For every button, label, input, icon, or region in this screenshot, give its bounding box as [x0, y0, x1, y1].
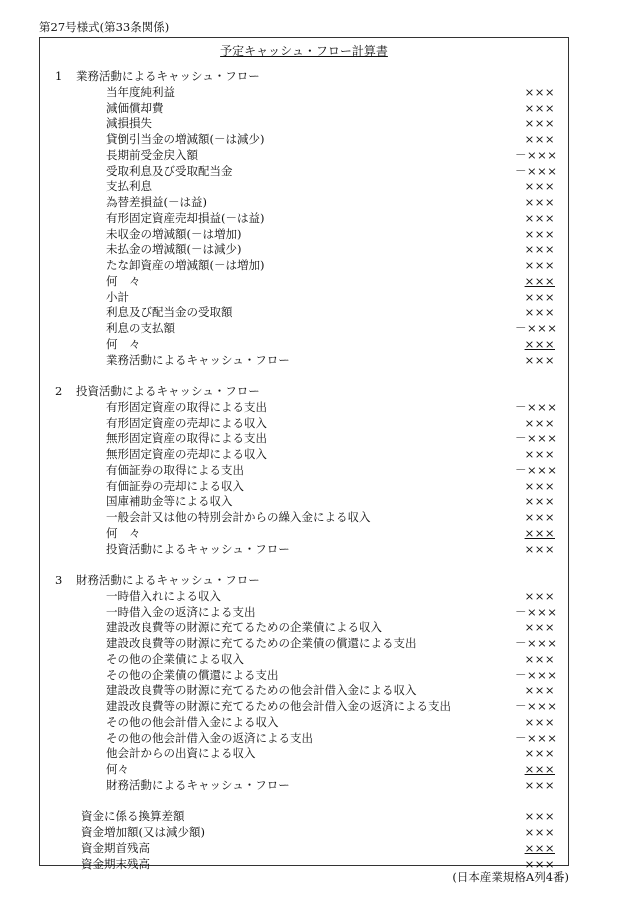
- line-item: [40, 479, 568, 495]
- section-number: 1: [55, 69, 63, 83]
- line-item-label: 建設改良費等の財源に充てるための他会計借入金による収入: [106, 683, 417, 698]
- line-item-amount: ×××: [524, 510, 555, 524]
- section-heading: [40, 69, 568, 85]
- line-item-label: 減損損失: [106, 116, 152, 131]
- line-item: [40, 652, 568, 668]
- line-item-amount: ×××: [524, 305, 555, 320]
- line-item: [40, 274, 568, 290]
- line-item-amount: ×××: [524, 289, 555, 304]
- line-item-amount: ×××: [524, 336, 555, 351]
- line-item: [40, 683, 568, 699]
- line-item-label: 有形固定資産の売却による収入: [106, 415, 267, 430]
- line-item: [40, 195, 568, 211]
- line-item: [40, 778, 568, 794]
- line-item: [40, 258, 568, 274]
- section-title: 業務活動によるキャッシュ・フロー: [76, 69, 260, 83]
- line-item-amount: ×××: [524, 273, 555, 288]
- paper-size-note: (日本産業規格A列4番): [452, 870, 569, 884]
- line-item-label: 国庫補助金等による収入: [106, 494, 233, 509]
- line-item-amount: －×××: [515, 431, 558, 446]
- line-item-amount: ×××: [524, 226, 555, 241]
- line-item-amount: ×××: [524, 746, 555, 761]
- line-item: [40, 668, 568, 684]
- line-item: [40, 400, 568, 416]
- line-item-label: 一時借入金の返済による支出: [106, 604, 256, 619]
- line-item-label: 財務活動によるキャッシュ・フロー: [106, 777, 290, 792]
- line-item-amount: ×××: [524, 415, 555, 430]
- line-item: [40, 762, 568, 778]
- document-title: 予定キャッシュ・フロー計算書: [220, 44, 388, 58]
- statement-body: [40, 69, 568, 872]
- line-item-amount: ×××: [524, 683, 555, 698]
- line-item: [40, 227, 568, 243]
- line-item: [40, 101, 568, 117]
- line-item-amount: ×××: [524, 116, 555, 131]
- line-item: [40, 526, 568, 542]
- line-item: [40, 542, 568, 558]
- line-item-amount: ×××: [524, 242, 555, 257]
- line-item: [40, 731, 568, 747]
- summary-amount: ×××: [524, 825, 555, 839]
- line-item: [40, 620, 568, 636]
- summary-amount: ×××: [524, 856, 555, 871]
- line-item-label: 小計: [106, 289, 129, 304]
- line-item-label: 何 々: [106, 273, 141, 288]
- line-item-label: 建設改良費等の財源に充てるための企業債による収入: [106, 620, 382, 635]
- line-item-amount: ×××: [524, 714, 555, 729]
- line-item-amount: －×××: [515, 399, 558, 414]
- line-item: [40, 85, 568, 101]
- line-item: [40, 132, 568, 148]
- line-item-label: その他の企業債の償還による支出: [106, 667, 279, 682]
- line-item-label: 何 々: [106, 525, 141, 540]
- line-item-amount: ×××: [524, 525, 555, 540]
- line-item-amount: ×××: [524, 651, 555, 666]
- line-item-amount: －×××: [515, 730, 558, 745]
- line-item-amount: ×××: [524, 210, 555, 225]
- line-item-amount: ×××: [524, 132, 555, 146]
- line-item-label: 未払金の増減額(－は減少): [106, 242, 242, 257]
- line-item: [40, 353, 568, 369]
- line-item-label: 業務活動によるキャッシュ・フロー: [106, 352, 290, 367]
- line-item: [40, 242, 568, 258]
- line-item-amount: ×××: [524, 478, 555, 493]
- summary-item: [40, 841, 568, 857]
- line-item-amount: －×××: [515, 667, 558, 682]
- line-item-amount: －×××: [515, 462, 558, 477]
- summary-item: [40, 809, 568, 825]
- line-item-amount: ×××: [524, 447, 555, 461]
- section-spacer: [40, 557, 568, 573]
- summary-amount: ×××: [524, 840, 555, 855]
- line-item-label: 受取利息及び受取配当金: [106, 163, 233, 178]
- line-item-label: 為替差損益(－は益): [106, 195, 207, 209]
- line-item: [40, 510, 568, 526]
- summary-item: [40, 825, 568, 841]
- line-item: [40, 321, 568, 337]
- line-item-label: 有価証券の取得による支出: [106, 462, 244, 477]
- line-item-label: 何々: [106, 762, 129, 776]
- line-item-label: 他会計からの出資による収入: [106, 746, 256, 761]
- line-item-amount: ×××: [524, 588, 555, 603]
- line-item-label: 何 々: [106, 336, 141, 351]
- line-item-label: 貸倒引当金の増減額(－は減少): [106, 132, 265, 146]
- section-title: 投資活動によるキャッシュ・フロー: [76, 384, 260, 398]
- line-item-amount: ×××: [524, 762, 555, 776]
- section-number: 3: [55, 573, 63, 587]
- document-title-row: [40, 42, 568, 59]
- line-item-label: 有価証券の売却による収入: [106, 478, 244, 493]
- line-item: [40, 699, 568, 715]
- line-item: [40, 179, 568, 195]
- line-item-label: 無形固定資産の売却による収入: [106, 447, 267, 461]
- line-item-label: 減価償却費: [106, 100, 164, 115]
- section-heading: [40, 573, 568, 589]
- section-heading: [40, 384, 568, 400]
- line-item: [40, 463, 568, 479]
- line-item-label: 投資活動によるキャッシュ・フロー: [106, 541, 290, 556]
- line-item-amount: ×××: [524, 100, 555, 115]
- line-item-amount: ×××: [524, 541, 555, 556]
- line-item: [40, 211, 568, 227]
- statement-frame: [39, 37, 569, 871]
- line-item-amount: ×××: [524, 179, 555, 194]
- line-item-amount: ×××: [524, 494, 555, 509]
- line-item-amount: ×××: [524, 258, 555, 272]
- line-item-amount: －×××: [515, 604, 558, 619]
- line-item-label: その他の他会計借入金による収入: [106, 714, 279, 729]
- line-item-label: 支払利息: [106, 179, 152, 194]
- line-item-label: その他の企業債による収入: [106, 651, 244, 666]
- summary-label: 資金増加額(又は減少額): [81, 825, 205, 839]
- line-item: [40, 715, 568, 731]
- line-item-label: 利息の支払額: [106, 321, 175, 335]
- line-item-label: 無形固定資産の取得による支出: [106, 431, 267, 446]
- line-item: [40, 431, 568, 447]
- line-item: [40, 494, 568, 510]
- form-number: 第27号様式(第33条関係): [39, 20, 170, 34]
- line-item-amount: －×××: [515, 321, 558, 335]
- line-item-label: たな卸資産の増減額(－は増加): [106, 258, 265, 272]
- line-item-label: 当年度純利益: [106, 84, 175, 99]
- line-item-amount: －×××: [515, 147, 558, 162]
- line-item-label: 長期前受金戻入額: [106, 147, 198, 162]
- line-item-label: 建設改良費等の財源に充てるための企業債の償還による支出: [106, 636, 417, 650]
- line-item: [40, 605, 568, 621]
- line-item: [40, 416, 568, 432]
- line-item: [40, 148, 568, 164]
- line-item: [40, 746, 568, 762]
- line-item-amount: ×××: [524, 195, 555, 209]
- line-item-label: その他の他会計借入金の返済による支出: [106, 730, 313, 745]
- line-item: [40, 337, 568, 353]
- line-item-label: 一般会計又は他の特別会計からの繰入金による収入: [106, 510, 371, 524]
- summary-label: 資金期末残高: [81, 856, 150, 871]
- line-item-amount: －×××: [515, 163, 558, 178]
- section-spacer: [40, 368, 568, 384]
- line-item-amount: ×××: [524, 620, 555, 635]
- line-item: [40, 290, 568, 306]
- line-item: [40, 116, 568, 132]
- section-spacer: [40, 794, 568, 810]
- line-item-label: 建設改良費等の財源に充てるための他会計借入金の返済による支出: [106, 699, 451, 713]
- line-item-label: 利息及び配当金の受取額: [106, 305, 233, 320]
- line-item: [40, 636, 568, 652]
- section-title: 財務活動によるキャッシュ・フロー: [76, 573, 260, 587]
- line-item-label: 有形固定資産売却損益(－は益): [106, 210, 265, 225]
- line-item: [40, 164, 568, 180]
- line-item: [40, 447, 568, 463]
- line-item-amount: －×××: [515, 636, 558, 650]
- line-item: [40, 305, 568, 321]
- line-item-label: 未収金の増減額(－は増加): [106, 226, 242, 241]
- line-item-amount: ×××: [524, 777, 555, 792]
- line-item-label: 有形固定資産の取得による支出: [106, 399, 267, 414]
- summary-label: 資金期首残高: [81, 840, 150, 855]
- line-item-amount: ×××: [524, 84, 555, 99]
- section-number: 2: [55, 384, 63, 398]
- summary-amount: ×××: [524, 809, 555, 824]
- summary-label: 資金に係る換算差額: [81, 809, 185, 824]
- line-item-label: 一時借入れによる収入: [106, 588, 221, 603]
- line-item-amount: ×××: [524, 352, 555, 367]
- line-item: [40, 589, 568, 605]
- line-item-amount: －×××: [515, 699, 558, 713]
